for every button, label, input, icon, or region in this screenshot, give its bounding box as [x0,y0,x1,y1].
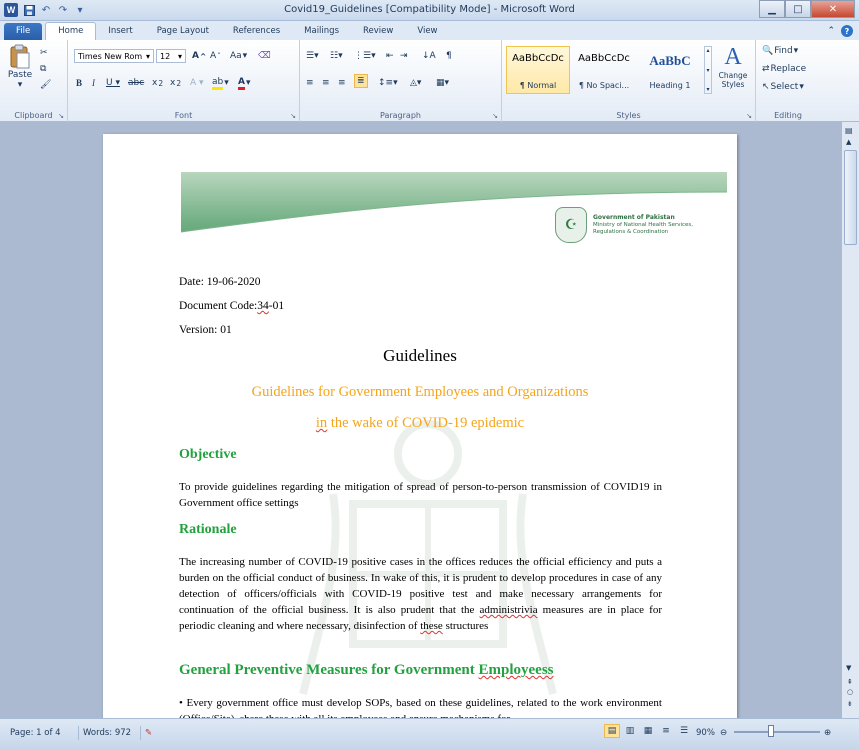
zoom-level[interactable]: 90% [696,728,715,738]
paragraph-rationale: The increasing number of COVID-19 positive cases in the offices reduces the official efficiency and puts a burden on the official conduct of business. In wake of this, it is prudent to develop procedures in case of any detection of officers/officials with COVID-19 positive test and make necessary arrangements for continuation of the official business. It is also prudent that the administrivia measures are in place for periodic cleaning and where necessary, disinfection of these structures [179,556,662,632]
find-icon: 🔍 [762,46,774,56]
paste-label: Paste [7,70,33,80]
strikethrough-button[interactable]: abc [128,78,145,88]
bold-button[interactable]: B [76,78,83,88]
sort-icon[interactable]: ↓A [422,51,436,61]
superscript-button[interactable]: x 2 [170,78,182,88]
styles-scroll[interactable]: ▴ ▾ ▾ [704,46,712,94]
minimize-button[interactable]: ▁ [759,0,785,18]
tab-page-layout[interactable]: Page Layout [156,26,209,36]
italic-button[interactable]: I [92,78,95,88]
style-no-spacing[interactable]: AaBbCcDc ¶ No Spaci... [578,53,630,90]
justify-icon[interactable]: ≣ [354,74,368,88]
clipboard-launcher-icon[interactable]: ↘ [58,112,64,120]
tab-references[interactable]: References [232,26,281,36]
decrease-indent-icon[interactable]: ⇤ [386,51,394,61]
text-effects-icon[interactable]: A ▾ [190,78,204,88]
full-screen-reading-button[interactable]: ▥ [625,726,635,736]
subscript-button[interactable]: x 2 [152,78,164,88]
gov-subtitle-2: Regulations & Coordination [593,228,669,235]
scroll-down-arrow[interactable]: ▼ [846,664,852,672]
font-group [68,40,300,122]
styles-group [502,40,756,122]
paste-icon [9,44,31,70]
page-count[interactable]: Page: 1 of 4 [10,728,61,738]
paragraph-launcher-icon[interactable]: ↘ [492,112,498,120]
paragraph-label: Paragraph [380,111,421,120]
tab-file[interactable]: File [4,23,42,40]
editing-label: Editing [774,111,802,120]
close-button[interactable]: ✕ [811,0,855,18]
underline-button[interactable]: U ▾ [106,78,120,88]
find-button[interactable]: 🔍 Find ▾ [762,46,799,56]
redo-icon[interactable]: ↷ [58,4,68,16]
doc-version: Version: 01 [179,324,232,336]
draft-button[interactable]: ☰ [679,726,689,736]
government-logo [555,201,725,249]
zoom-slider[interactable] [734,731,820,733]
web-layout-button[interactable]: ▦ [643,726,653,736]
style-heading-1[interactable]: AaBbC Heading 1 [649,53,691,90]
customize-toolbar-icon[interactable]: ▾ [77,4,83,16]
ribbon [0,40,859,122]
doc-date: Date: 19-06-2020 [179,276,261,288]
document-page[interactable] [103,134,737,734]
next-page-icon[interactable]: ⇟ [847,700,853,708]
print-layout-button[interactable]: ▤ [604,724,620,738]
editing-group [756,40,820,122]
paste-button[interactable]: Paste ▾ [6,44,34,92]
word-count[interactable]: Words: 972 [78,726,135,740]
borders-icon[interactable]: ▦▾ [436,78,450,88]
browse-object-icon[interactable]: ○ [847,688,854,696]
heading-objective: Objective [179,447,237,462]
maximize-button[interactable]: □ [785,0,811,18]
change-styles-button[interactable]: A Change Styles [718,44,748,89]
multilevel-list-icon[interactable]: ⋮☰▾ [354,51,376,61]
doc-subtitle-2: in the wake of COVID-19 epidemic [315,415,525,431]
window-controls [759,0,855,18]
font-size-select[interactable]: 12 ▾ [156,49,186,63]
undo-icon[interactable]: ↶ [41,4,51,16]
zoom-slider-thumb[interactable] [768,725,774,737]
zoom-in-button[interactable]: ⊕ [824,728,832,738]
crest-icon: ☪ [555,207,587,243]
format-painter-icon[interactable]: 🖌 [40,80,52,90]
window-title: Covid19_Guidelines [Compatibility Mode] - Microsoft Word [284,4,575,15]
doc-subtitle-1: Guidelines for Government Employees and Organizations [251,384,589,400]
paragraph-objective: To provide guidelines regarding the mitigation of spread of person-to-person transmission of COVID19 in Government office settings [179,481,662,509]
font-launcher-icon[interactable]: ↘ [290,112,296,120]
proofing-icon[interactable]: ✎ [140,726,156,740]
increase-indent-icon[interactable]: ⇥ [400,51,408,61]
line-spacing-icon[interactable]: ↕≡▾ [378,78,398,88]
replace-icon: ⇄ [762,64,770,74]
paragraph-group [300,40,502,122]
align-right-icon[interactable]: ≡ [338,78,346,88]
clear-formatting-icon[interactable]: ⌫ [258,51,271,61]
paragraph-general-measures: • Every government office must develop SOPs, based on these guidelines, related to the work environment [179,697,662,709]
status-bar [0,718,859,750]
styles-label: Styles [616,111,641,120]
change-styles-icon: A [724,44,742,70]
numbering-icon[interactable]: ☷▾ [330,51,343,61]
scroll-thumb[interactable] [844,150,857,245]
tab-home[interactable]: Home [45,22,96,40]
cut-icon[interactable]: ✂ [40,48,48,58]
scroll-up-arrow[interactable]: ▲ [846,138,852,146]
font-name-select[interactable]: Times New Rom ▾ [74,49,154,63]
zoom-out-button[interactable]: ⊖ [720,728,728,738]
select-button[interactable]: ↖ Select ▾ [762,82,804,92]
shrink-font-icon[interactable]: A ˇ [210,51,221,61]
ruler-toggle-icon[interactable]: ▤ [845,126,853,135]
font-label: Font [174,111,193,120]
ribbon-tabs [0,21,859,40]
align-left-icon[interactable]: ≡ [306,78,314,88]
gov-title: Government of Pakistan [593,213,675,221]
replace-button[interactable]: ⇄ Replace [762,64,807,74]
highlight-color-icon[interactable]: ab ▾ [212,76,229,88]
align-center-icon[interactable]: ≡ [322,78,330,88]
gov-subtitle-1: Ministry of National Health Services, [593,221,694,228]
heading-general-measures: General Preventive Measures for Government Employeess [179,662,554,678]
tab-mailings[interactable]: Mailings [304,26,339,36]
title-bar [0,0,859,21]
clipboard-group [0,40,68,122]
select-icon: ↖ [762,82,770,92]
tab-review[interactable]: Review [363,26,394,36]
vertical-scrollbar[interactable] [841,122,859,718]
grow-font-icon[interactable]: A ^ [192,51,207,61]
help-icon[interactable]: ? [841,25,853,37]
doc-title: Guidelines [383,346,457,365]
heading-rationale: Rationale [179,522,237,537]
show-formatting-icon[interactable]: ¶ [446,51,452,61]
styles-launcher-icon[interactable]: ↘ [746,112,752,120]
copy-icon[interactable]: ⧉ [40,64,47,74]
outline-button[interactable]: ≡ [662,726,670,736]
clipboard-label: Clipboard [14,111,53,120]
doc-code: Document Code:34-01 [179,300,285,312]
word-app-icon[interactable]: W [4,3,18,17]
tab-view[interactable]: View [417,26,438,36]
change-case-button[interactable]: Aa ▾ [230,51,248,61]
minimize-ribbon-icon[interactable]: ⌃ [827,26,835,36]
shading-icon[interactable]: ◬▾ [410,78,422,88]
previous-page-icon[interactable]: ⇞ [847,678,853,686]
tab-insert[interactable]: Insert [108,26,133,36]
style-normal[interactable]: AaBbCcDc ¶ Normal [506,46,570,94]
bullets-icon[interactable]: ☰▾ [306,51,319,61]
font-color-icon[interactable]: A ▾ [238,76,251,88]
